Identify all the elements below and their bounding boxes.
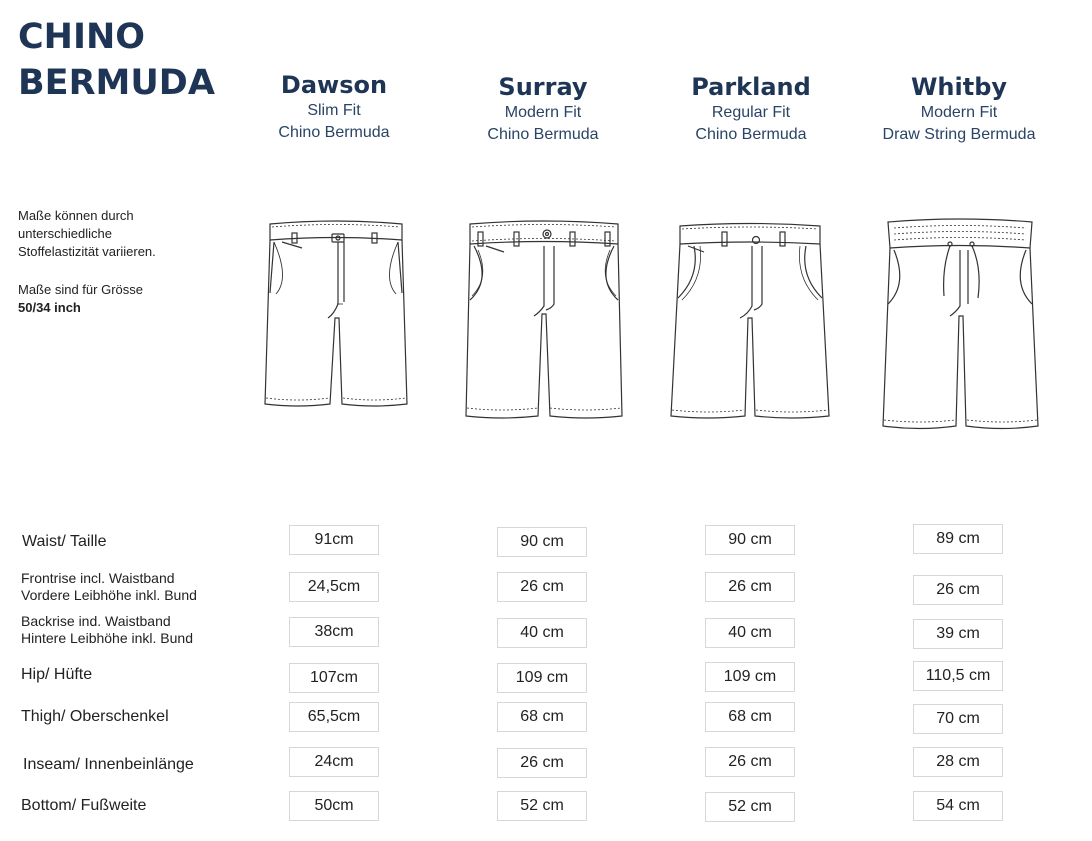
measurement-note — [18, 207, 156, 261]
model-type: Chino Bermuda — [487, 126, 599, 143]
page-title-line-1: CHINO — [18, 17, 146, 57]
value-cell: 39 cm — [913, 619, 1003, 649]
value-cell: 90 cm — [705, 525, 795, 555]
row-label-text: Frontrise incl. Waistband — [21, 570, 175, 586]
dawson-shorts-drawing — [262, 218, 410, 414]
value-cell: 24,5cm — [289, 572, 379, 602]
value-cell: 26 cm — [497, 572, 587, 602]
row-label-text: Vordere Leibhöhe inkl. Bund — [21, 587, 197, 603]
row-label-hip — [21, 665, 92, 685]
row-label-text: Backrise ind. Waistband — [21, 613, 171, 629]
value-cell: 26 cm — [913, 575, 1003, 605]
value-cell: 24cm — [289, 747, 379, 777]
model-fit: Slim Fit — [307, 102, 361, 119]
row-label-text: Hintere Leibhöhe inkl. Bund — [21, 630, 194, 646]
value-cell: 109 cm — [705, 662, 795, 692]
row-label-bottom — [21, 796, 146, 816]
row-label-text: Inseam/ Innenbeinlänge — [23, 756, 194, 773]
value-cell: 40 cm — [705, 618, 795, 648]
value-cell: 65,5cm — [289, 702, 379, 732]
model-type: Chino Bermuda — [278, 124, 390, 141]
model-name: Dawson — [280, 71, 388, 99]
row-label-frontrise — [21, 570, 197, 604]
size-note-value: 50/34 inch — [18, 300, 81, 315]
value-cell: 109 cm — [497, 663, 587, 693]
note-line: unterschiedliche — [18, 226, 112, 241]
row-label-text: Bottom/ Fußweite — [21, 797, 147, 814]
value-cell: 28 cm — [913, 747, 1003, 777]
model-type: Draw String Bermuda — [882, 126, 1036, 143]
value-cell: 90 cm — [497, 527, 587, 557]
row-label-text: Hip/ Hüfte — [21, 666, 93, 683]
row-label-backrise — [21, 613, 193, 647]
value-cell: 110,5 cm — [913, 661, 1003, 691]
model-header-dawson — [229, 70, 439, 144]
model-name: Surray — [498, 73, 588, 101]
value-cell: 40 cm — [497, 618, 587, 648]
value-cell: 107cm — [289, 663, 379, 693]
row-label-thigh — [21, 707, 169, 727]
value-cell: 26 cm — [497, 748, 587, 778]
value-cell: 26 cm — [705, 747, 795, 777]
value-cell: 68 cm — [497, 702, 587, 732]
model-fit: Modern Fit — [504, 104, 582, 121]
row-label-text: Thigh/ Oberschenkel — [21, 708, 169, 725]
note-line: Maße können durch — [18, 208, 134, 223]
value-cell: 54 cm — [913, 791, 1003, 821]
size-note — [18, 281, 143, 317]
model-header-whitby — [854, 72, 1064, 146]
page-title — [18, 14, 215, 106]
row-label-inseam — [23, 755, 194, 775]
value-cell: 50cm — [289, 791, 379, 821]
model-fit: Modern Fit — [920, 104, 998, 121]
row-label-waist — [22, 532, 106, 552]
model-name: Parkland — [691, 73, 811, 101]
value-cell: 38cm — [289, 617, 379, 647]
value-cell: 89 cm — [913, 524, 1003, 554]
model-name: Whitby — [910, 73, 1008, 101]
value-cell: 91cm — [289, 525, 379, 555]
model-header-surray — [438, 72, 648, 146]
surray-shorts-drawing — [464, 220, 624, 422]
value-cell: 26 cm — [705, 572, 795, 602]
model-fit: Regular Fit — [711, 104, 791, 121]
model-header-parkland — [646, 72, 856, 146]
page-title-line-2: BERMUDA — [18, 63, 215, 103]
value-cell: 68 cm — [705, 702, 795, 732]
whitby-shorts-drawing — [880, 218, 1040, 434]
value-cell: 52 cm — [497, 791, 587, 821]
value-cell: 70 cm — [913, 704, 1003, 734]
note-line: Stoffelastizität variieren. — [18, 244, 156, 259]
model-type: Chino Bermuda — [695, 126, 807, 143]
row-label-text: Waist/ Taille — [22, 533, 107, 550]
size-note-prefix: Maße sind für Grösse — [18, 282, 143, 297]
value-cell: 52 cm — [705, 792, 795, 822]
parkland-shorts-drawing — [668, 222, 832, 422]
